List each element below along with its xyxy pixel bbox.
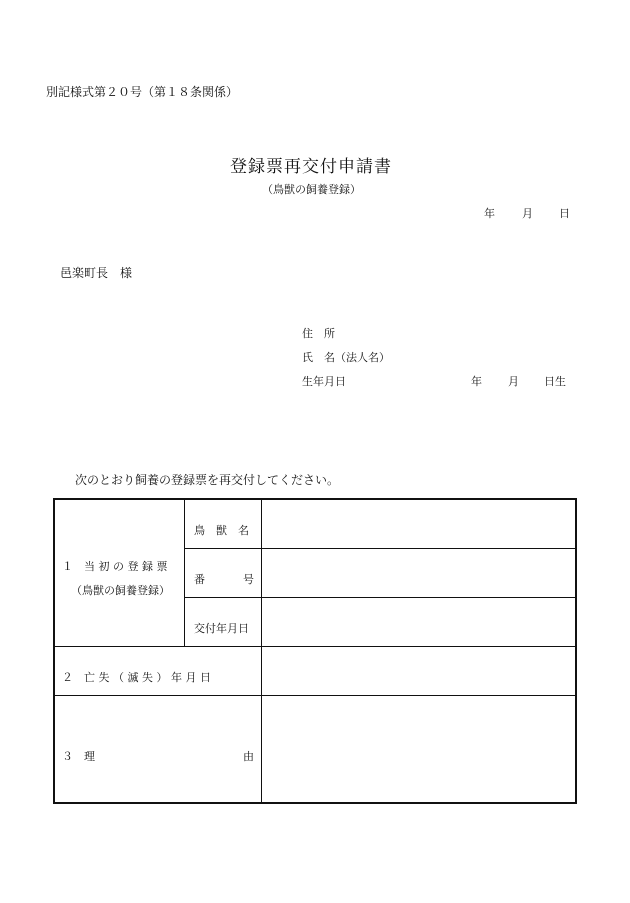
form-number: 別記様式第２０号（第１８条関係）: [46, 85, 239, 99]
birth-year-label: 年: [471, 375, 482, 388]
date-day-label: 日: [559, 207, 570, 220]
number-label-start: 番: [194, 573, 205, 586]
issue-date-value-field[interactable]: [262, 598, 575, 646]
divider-section1: [184, 500, 185, 646]
section1-label: １ 当 初 の 登 録 票: [62, 560, 168, 573]
address-label: 住 所: [302, 327, 335, 340]
number-label-end: 号: [243, 573, 254, 586]
species-label: 鳥 獣 名: [194, 524, 249, 537]
section1-sublabel: （鳥獣の飼養登録）: [71, 584, 170, 597]
form-table: [53, 498, 577, 804]
birth-day-label: 日生: [544, 375, 566, 388]
reason-value-field[interactable]: [262, 696, 575, 802]
loss-date-value-field[interactable]: [262, 647, 575, 695]
request-text: 次のとおり飼養の登録票を再交付してください。: [75, 473, 340, 487]
section2-label: ２ 亡 失 （ 滅 失 ） 年 月 日: [62, 671, 211, 684]
section3-label-end: 由: [243, 750, 254, 763]
document-subtitle: （鳥獣の飼養登録）: [262, 183, 361, 196]
date-year-label: 年: [484, 207, 495, 220]
date-month-label: 月: [522, 207, 533, 220]
name-label: 氏 名（法人名）: [302, 351, 390, 364]
birth-date-label: 生年月日: [302, 375, 346, 388]
section3-label: ３ 理: [62, 750, 95, 763]
addressee: 邑楽町長 様: [60, 266, 133, 280]
number-value-field[interactable]: [262, 549, 575, 597]
document-title: 登録票再交付申請書: [230, 157, 392, 177]
species-value-field[interactable]: [262, 500, 575, 548]
issue-date-label: 交付年月日: [194, 622, 249, 635]
birth-month-label: 月: [508, 375, 519, 388]
